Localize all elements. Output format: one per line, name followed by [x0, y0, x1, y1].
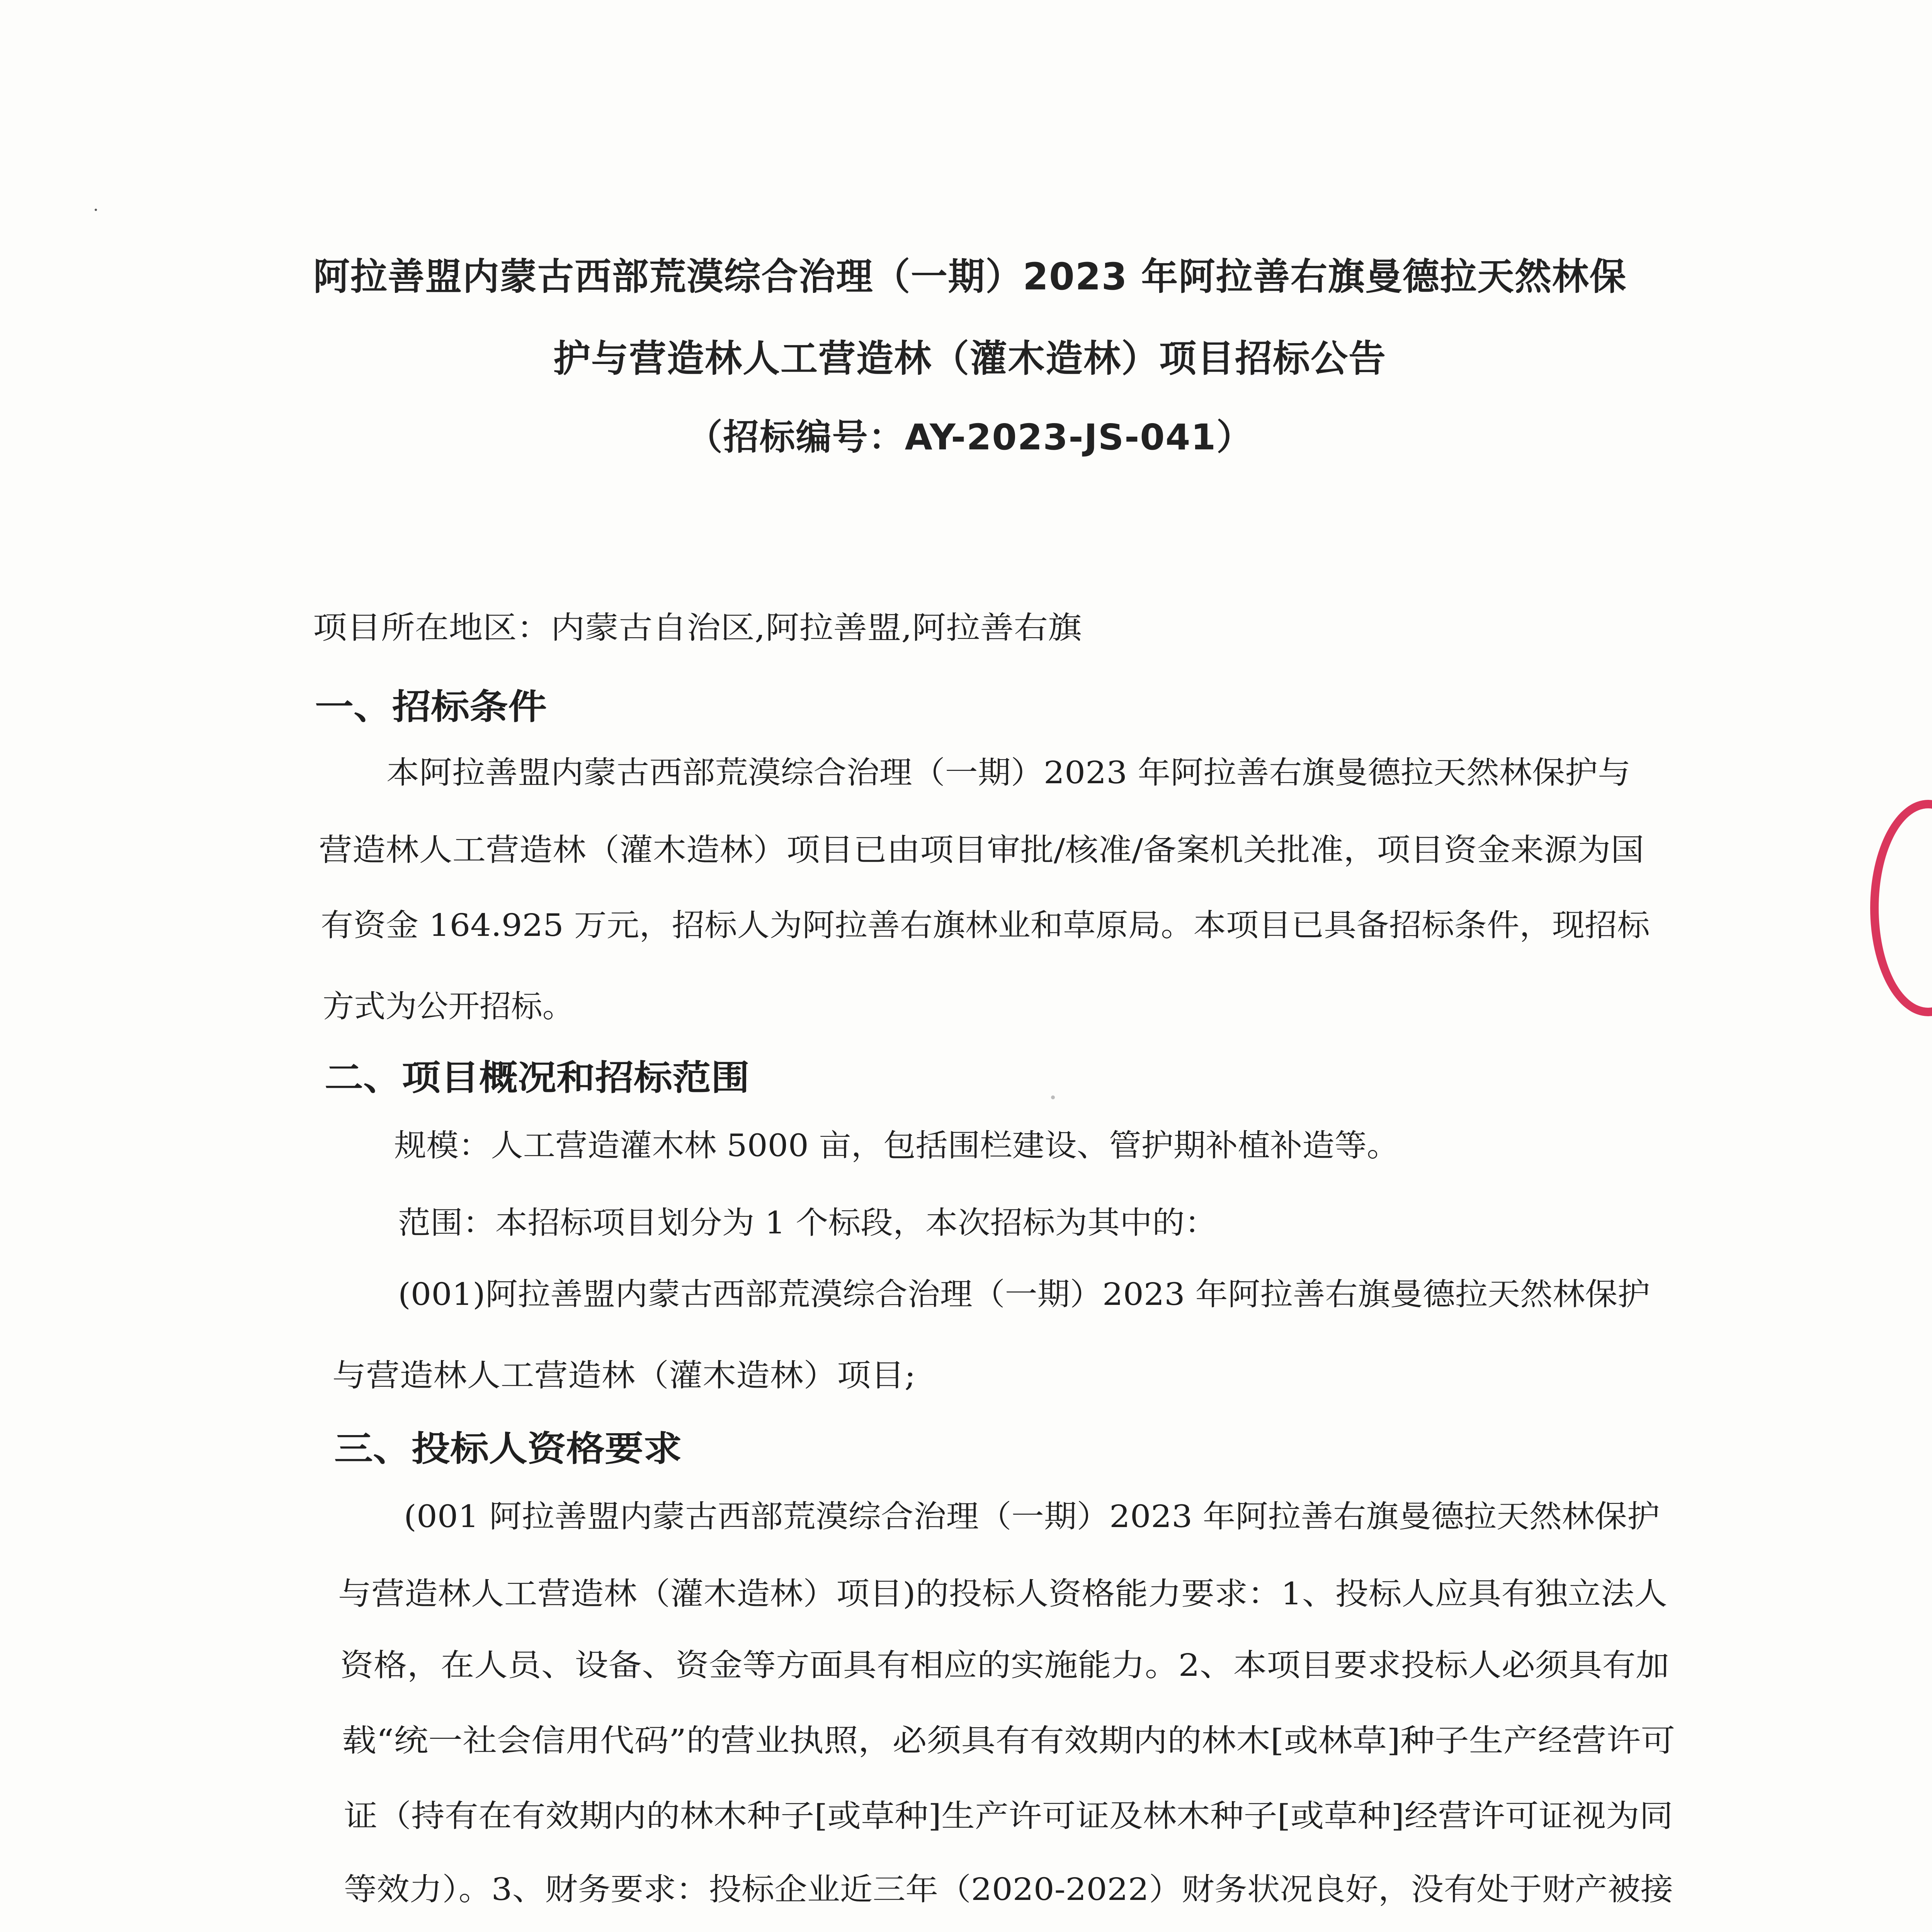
paragraph-line: 规模：人工营造灌木林 5000 亩，包括围栏建设、管护期补植补造等。 [394, 1128, 1399, 1163]
paragraph-line: 有资金 164.925 万元，招标人为阿拉善右旗林业和草原局。本项目已具备招标条件，现招标 [321, 907, 1650, 943]
section-heading-3: 三、投标人资格要求 [334, 1429, 682, 1469]
paragraph-line: 资格，在人员、设备、资金等方面具有相应的实施能力。2、本项目要求投标人必须具有加 [340, 1647, 1669, 1683]
paragraph-line: 载“统一社会信用代码”的营业执照，必须具有有效期内的林木[或林草]种子生产经营许可 [342, 1723, 1675, 1759]
red-seal-edge [1870, 800, 1932, 1016]
paragraph-line: 范围：本招标项目划分为 1 个标段，本次招标为其中的： [398, 1205, 1217, 1241]
paragraph-line: 证（持有在有效期内的林木种子[或草种]生产许可证及林木种子[或草种]经营许可证视为同 [344, 1798, 1673, 1834]
title-line-1: 阿拉善盟内蒙古西部荒漠综合治理（一期）2023 年阿拉善右旗曼德拉天然林保 [313, 255, 1627, 298]
section-heading-1: 一、招标条件 [315, 687, 547, 727]
project-region: 项目所在地区：内蒙古自治区,阿拉善盟,阿拉善右旗 [313, 610, 1082, 646]
tender-number: （招标编号：AY-2023-JS-041） [687, 417, 1253, 458]
paragraph-line: 与营造林人工营造林（灌木造林）项目)的投标人资格能力要求：1、投标人应具有独立法人 [338, 1576, 1668, 1612]
paragraph-line: 营造林人工营造林（灌木造林）项目已由项目审批/核准/备案机关批准，项目资金来源为国 [319, 832, 1644, 868]
paragraph-line: (001 阿拉善盟内蒙古西部荒漠综合治理（一期）2023 年阿拉善右旗曼德拉天然林保护 [404, 1498, 1660, 1534]
title-line-2: 护与营造林人工营造林（灌木造林）项目招标公告 [553, 337, 1386, 380]
paragraph-line: 本阿拉善盟内蒙古西部荒漠综合治理（一期）2023 年阿拉善右旗曼德拉天然林保护与 [386, 755, 1631, 791]
scan-speck [1051, 1095, 1055, 1099]
scan-speck [95, 209, 97, 211]
paragraph-line: 方式为公开招标。 [323, 988, 574, 1024]
section-heading-2: 二、项目概况和招标范围 [325, 1058, 750, 1098]
paragraph-line: 与营造林人工营造林（灌木造林）项目; [332, 1357, 916, 1393]
paragraph-line: 等效力）。3、财务要求：投标企业近三年（2020-2022）财务状况良好，没有处于财产被接 [344, 1871, 1673, 1907]
paragraph-line: (001)阿拉善盟内蒙古西部荒漠综合治理（一期）2023 年阿拉善右旗曼德拉天然林保护 [398, 1276, 1650, 1312]
